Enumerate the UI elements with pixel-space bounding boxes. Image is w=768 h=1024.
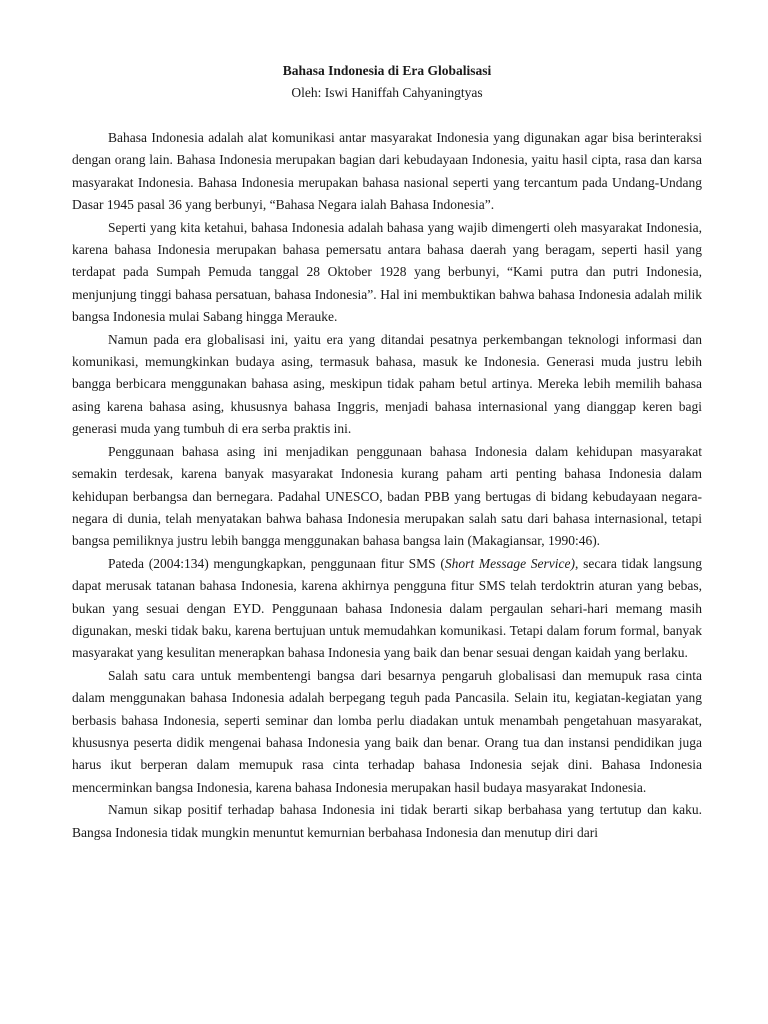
paragraph-1: Bahasa Indonesia adalah alat komunikasi antar masyarakat Indonesia yang digunakan agar bisa berinteraksi dengan orang lain. Bahasa Indonesia merupakan bagian dari kebudayaan Indonesia, yaitu hasil cipta, rasa dan karsa masyarakat Indonesia. Bahasa Indonesia merupakan bahasa nasional seperti yang tercantum pada Undang-Undang Dasar 1945 pasal 36 yang berbunyi, “Bahasa Negara ialah Bahasa Indonesia”. — [72, 130, 702, 213]
paragraph-5-italic-term: Short Message Service) — [444, 555, 576, 571]
paragraph-5-text-after: , secara tidak langsung dapat merusak tatanan bahasa Indonesia, karena akhirnya pengguna fitur SMS telah terdoktrin aturan yang bebas, bukan yang sesuai dengan EYD. Penggunaan bahasa Indonesia dalam pergaulan sehari-hari memang masih digunakan, meski tidak baku, karena bertujuan untuk memudahkan komunikasi. Tetapi dalam forum formal, banyak masyarakat yang kesulitan menerapkan bahasa Indonesia yang baik dan benar sesuai dengan kaidah yang berlaku. — [72, 555, 702, 661]
document-title: Bahasa Indonesia di Era Globalisasi — [282, 63, 492, 78]
paragraph-2: Seperti yang kita ketahui, bahasa Indonesia adalah bahasa yang wajib dimengerti oleh masyarakat Indonesia, karena bahasa Indonesia merupakan bahasa pemersatu antara bahasa daerah yang beragam, seperti hasil yang terdapat pada Sumpah Pemuda tanggal 28 Oktober 1928 yang berbunyi, “Kami putra dan putri Indonesia, menjunjung tinggi bahasa persatuan, bahasa Indonesia”. Hal ini membuktikan bahwa bahasa Indonesia adalah milik bangsa Indonesia mulai Sabang hingga Merauke. — [72, 219, 702, 325]
document-author: Oleh: Iswi Haniffah Cahyaningtyas — [291, 85, 483, 100]
paragraph-6: Salah satu cara untuk membentengi bangsa dari besarnya pengaruh globalisasi dan memupuk rasa cinta dalam menggunakan bahasa Indonesia adalah berpegang teguh pada Pancasila. Selain itu, kegiatan-kegiatan yang berbasis bahasa Indonesia, seperti seminar dan lomba perlu diadakan untuk menambah pengetahuan masyarakat, khususnya peserta didik mengenai bahasa Indonesia yang baik dan benar. Orang tua dan instansi pendidikan juga harus ikut berperan dalam memupuk rasa cinta terhadap bahasa Indonesia sejak dini. Bahasa Indonesia mencerminkan bangsa Indonesia, karena bahasa Indonesia merupakan hasil budaya masyarakat Indonesia. — [72, 667, 702, 795]
document-body — [72, 127, 702, 844]
paragraph-5 — [72, 553, 702, 665]
paragraph-4: Penggunaan bahasa asing ini menjadikan penggunaan bahasa Indonesia dalam kehidupan masyarakat semakin terdesak, karena banyak masyarakat Indonesia kurang paham arti penting bahasa Indonesia dalam kehidupan berbangsa dan bernegara. Padahal UNESCO, badan PBB yang bertugas di bidang kebudayaan negara-negara di dunia, telah menyatakan bahwa bahasa Indonesia merupakan salah satu dari bahasa internasional, tetapi bangsa pemiliknya justru lebih bangga menggunakan bahasa bangsa lain (Makagiansar, 1990:46). — [72, 443, 702, 549]
paragraph-5-text-before: Pateda (2004:134) mengungkapkan, penggunaan fitur SMS ( — [108, 555, 445, 571]
paragraph-3: Namun pada era globalisasi ini, yaitu era yang ditandai pesatnya perkembangan teknologi informasi dan komunikasi, memungkinkan budaya asing, termasuk bahasa, masuk ke Indonesia. Generasi muda justru lebih bangga berbicara menggunakan bahasa asing, meskipun tidak paham betul artinya. Mereka lebih memilih bahasa asing karena bahasa asing, khususnya bahasa Inggris, menjadi bahasa internasional yang dianggap keren bagi generasi muda yang tumbuh di era serba praktis ini. — [72, 331, 702, 437]
document-page — [72, 61, 702, 844]
paragraph-7: Namun sikap positif terhadap bahasa Indonesia ini tidak berarti sikap berbahasa yang tertutup dan kaku. Bangsa Indonesia tidak mungkin menuntut kemurnian berbahasa Indonesia dan menutup diri dari — [72, 802, 702, 840]
